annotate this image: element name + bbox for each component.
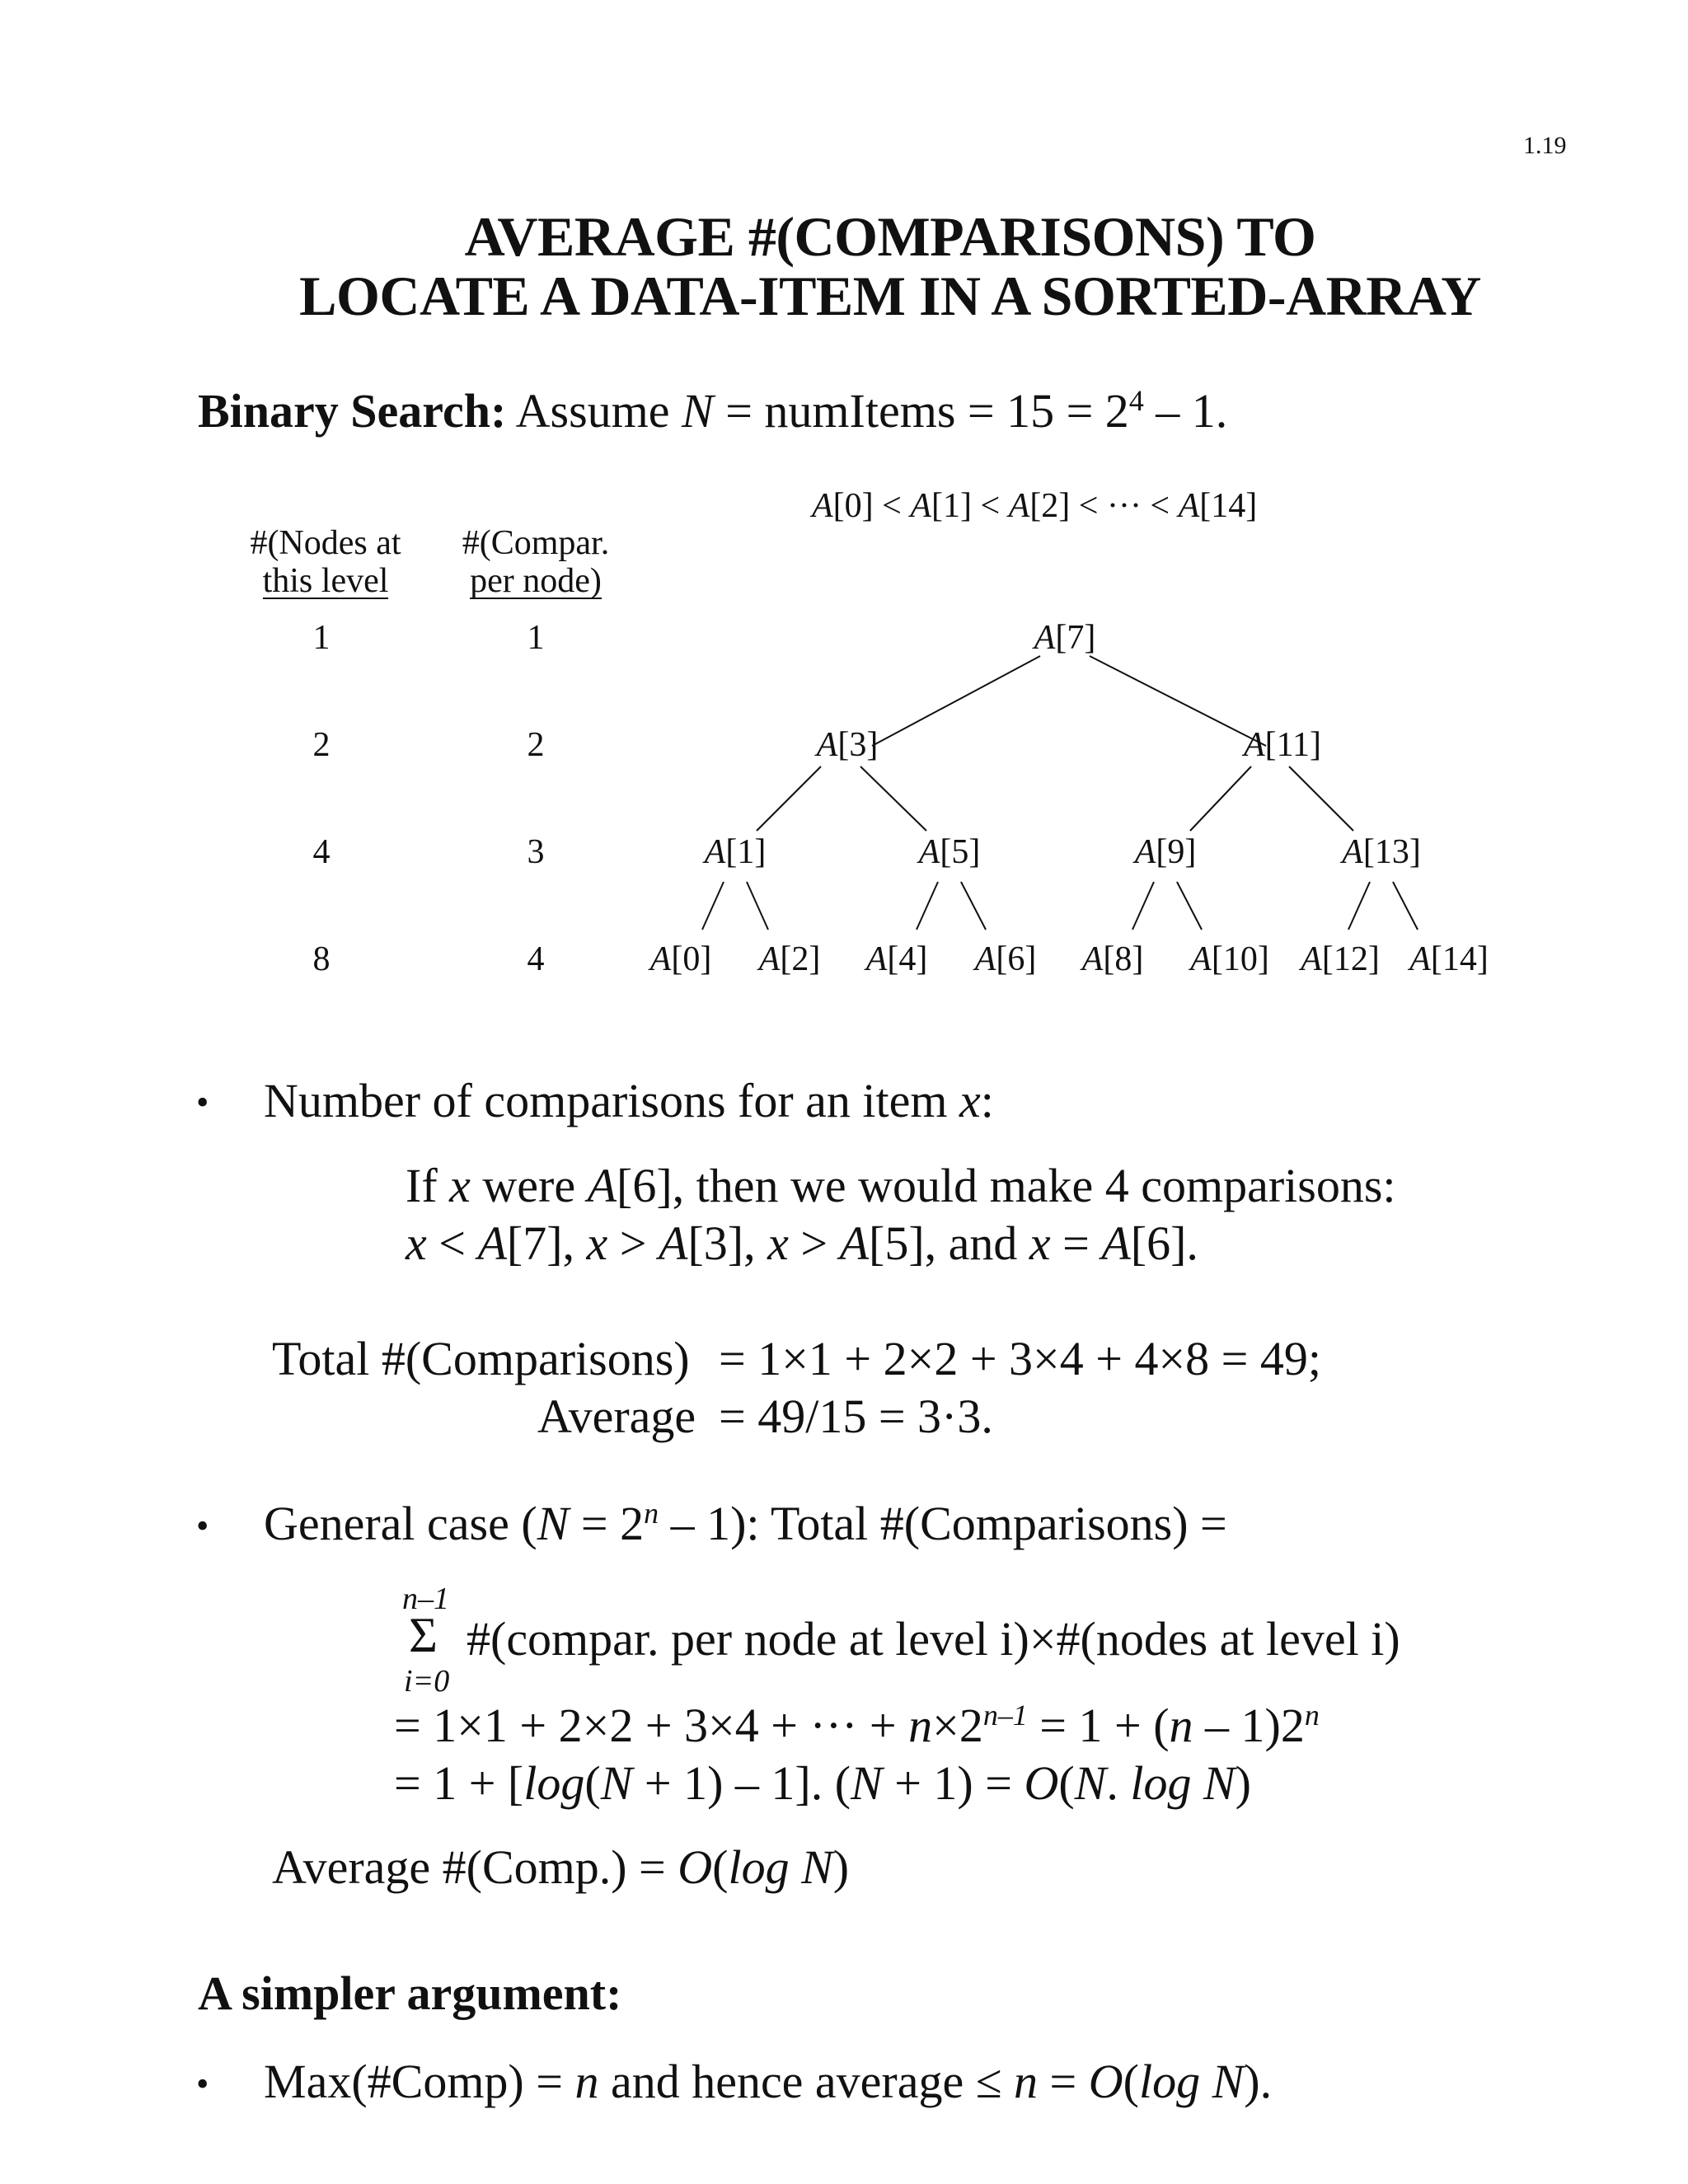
example-line-1	[406, 1158, 1396, 1213]
eq2-log1: log	[523, 1756, 585, 1810]
tree-node-letter: A	[974, 940, 996, 978]
eq1-t2: ×2	[932, 1699, 983, 1752]
tree-node-2	[759, 940, 821, 979]
eq2-n3: N	[1074, 1756, 1107, 1810]
eq2-t8: )	[1235, 1756, 1251, 1810]
avg-t3	[790, 1840, 802, 1894]
ex2-a4: A	[1101, 1216, 1131, 1270]
edge-5-6	[961, 882, 986, 930]
ex2-t7: =	[1050, 1216, 1102, 1270]
page-number: 1.19	[1523, 132, 1567, 159]
tree-node-letter: A	[1243, 726, 1265, 764]
comps-level-3: 4	[527, 940, 545, 978]
avg-o: O	[678, 1840, 713, 1894]
average-label: Average	[537, 1390, 696, 1443]
ex2-a2: A	[659, 1216, 688, 1270]
binary-search-eq: = numItems = 15 = 2	[713, 384, 1129, 438]
general-t1: General case (	[264, 1497, 537, 1550]
order-b1: [1] <	[931, 487, 1009, 525]
tree-node-7	[1034, 618, 1096, 658]
eq2-log2: log	[1130, 1756, 1192, 1810]
tree-node-8	[1082, 940, 1144, 979]
nodes-header-line1: #(Nodes at	[250, 524, 401, 562]
total-label: Total #(Comparisons)	[272, 1332, 690, 1385]
order-b3: [14]	[1199, 487, 1258, 525]
eq1-t1: = 1×1 + 2×2 + 3×4 + ··· +	[394, 1699, 909, 1752]
tree-node-letter: A	[1034, 619, 1056, 657]
sum-lower-text: i=0	[404, 1664, 450, 1699]
tree-node-12	[1301, 940, 1380, 979]
ex-were: were	[470, 1159, 588, 1212]
binary-search-tail: – 1.	[1143, 384, 1228, 438]
eq2-t7	[1191, 1756, 1203, 1810]
nodes-level-1: 2	[312, 726, 331, 764]
tree-node-index: [3]	[837, 726, 879, 764]
eq2-t6: .	[1106, 1756, 1131, 1810]
assume-text: Assume	[515, 384, 670, 438]
eq2-n1: N	[600, 1756, 633, 1810]
edge-1-2	[747, 882, 768, 930]
eq2-o: O	[1024, 1756, 1059, 1810]
tree-node-index: [1]	[725, 833, 767, 871]
n-var: N	[682, 384, 714, 438]
ex2-t6: [5], and	[869, 1216, 1029, 1270]
compar-header-line1: #(Compar.	[462, 524, 610, 562]
tree-node-index: [9]	[1156, 833, 1197, 871]
nodes-level-2: 4	[312, 833, 331, 871]
tree-node-letter: A	[1134, 833, 1156, 871]
ex2-x4: x	[1029, 1216, 1051, 1270]
order-a0: A	[812, 487, 833, 525]
simp-o: O	[1088, 2055, 1123, 2108]
bullet-3: •	[196, 2064, 209, 2104]
bullet-2: •	[196, 1506, 209, 1546]
tree-node-index: [0]	[671, 940, 712, 978]
eq1-exp1: n–1	[982, 1699, 1028, 1732]
order-b0: [0] <	[832, 487, 911, 525]
eq2-t3: + 1) – 1]. (	[632, 1756, 851, 1810]
tree-node-letter: A	[1409, 940, 1431, 978]
general-n: N	[537, 1497, 570, 1550]
simp-t1: Max(#Comp) =	[264, 2055, 575, 2108]
simp-t3: =	[1038, 2055, 1089, 2108]
equation-line-1	[394, 1698, 1320, 1753]
tree-node-6	[975, 940, 1037, 979]
comps-level-2: 3	[527, 833, 545, 871]
tree-node-letter: A	[816, 726, 838, 764]
general-t2: = 2	[569, 1497, 645, 1550]
ex2-x3: x	[767, 1216, 789, 1270]
ex-a: A	[587, 1159, 617, 1212]
eq1-exp2: n	[1304, 1699, 1320, 1732]
binary-search-label: Binary Search:	[198, 384, 507, 438]
simp-n2: n	[1014, 2055, 1039, 2108]
edge-11-9	[1190, 766, 1251, 831]
tree-node-9	[1135, 832, 1197, 872]
ex2-x1: x	[406, 1216, 427, 1270]
tree-node-index: [7]	[1055, 619, 1096, 657]
ex2-t3: >	[607, 1216, 659, 1270]
edge-7-3	[872, 656, 1040, 746]
tree-node-letter: A	[1081, 940, 1104, 978]
simp-n1: n	[574, 2055, 599, 2108]
bullet-1-main: Number of comparisons for an item	[264, 1074, 960, 1127]
tree-node-0	[650, 940, 712, 979]
edge-9-10	[1177, 882, 1202, 930]
eq2-t2: (	[584, 1756, 601, 1810]
comps-level-1: 2	[527, 726, 545, 764]
ex2-a3: A	[839, 1216, 869, 1270]
ex2-t4: [3],	[687, 1216, 768, 1270]
simp-t4: (	[1123, 2055, 1139, 2108]
tree-node-letter: A	[704, 833, 726, 871]
tree-node-3	[817, 725, 879, 765]
tree-node-5	[919, 832, 981, 872]
eq2-t1: = 1 + [	[394, 1756, 524, 1810]
nodes-header-line2: this level	[262, 562, 389, 600]
tree-node-1	[705, 832, 767, 872]
bullet-1-colon: :	[980, 1074, 994, 1127]
sum-expression: #(compar. per node at level i)×#(nodes at level i)	[467, 1612, 1400, 1666]
tree-node-index: [12]	[1321, 940, 1380, 978]
eq1-n1: n	[908, 1699, 933, 1752]
general-case-line	[264, 1496, 1227, 1551]
general-exp: n	[644, 1497, 659, 1530]
order-a3: A	[1178, 487, 1200, 525]
title-line-2: LOCATE A DATA-ITEM IN A SORTED-ARRAY	[299, 265, 1481, 327]
ex2-a1: A	[477, 1216, 507, 1270]
tree-node-10	[1190, 940, 1269, 979]
bullet-1-x: x	[959, 1074, 981, 1127]
bullet-1: •	[196, 1082, 209, 1122]
tree-node-index: [14]	[1430, 940, 1489, 978]
tree-node-letter: A	[758, 940, 781, 978]
general-t3: – 1): Total #(Comparisons) =	[659, 1497, 1227, 1550]
avg-t4: )	[832, 1840, 850, 1894]
simp-t6: ).	[1244, 2055, 1273, 2108]
avg-t2: (	[712, 1840, 729, 1894]
sigma-symbol: Σ	[409, 1608, 438, 1662]
ex-x: x	[449, 1159, 471, 1212]
tree-node-index: [13]	[1362, 833, 1421, 871]
tree-node-index: [4]	[887, 940, 928, 978]
edge-7-11	[1090, 656, 1266, 746]
nodes-level-0: 1	[312, 619, 331, 657]
binary-search-exp: 4	[1128, 384, 1144, 418]
eq1-t3: = 1 + (	[1027, 1699, 1170, 1752]
ex-if: If	[406, 1159, 450, 1212]
tree-node-letter: A	[1190, 940, 1212, 978]
edge-13-12	[1348, 882, 1370, 930]
tree-node-11	[1244, 725, 1321, 765]
bullet-1-text	[264, 1073, 994, 1128]
example-line-2	[406, 1216, 1198, 1271]
simpler-argument-heading: A simpler argument:	[198, 1966, 622, 2020]
eq1-t4: – 1)2	[1193, 1699, 1305, 1752]
edge-3-1	[757, 766, 821, 831]
eq2-n2: N	[851, 1756, 883, 1810]
tree-node-letter: A	[918, 833, 940, 871]
title-line-1: AVERAGE #(COMPARISONS) TO	[464, 205, 1316, 268]
order-a2: A	[1008, 487, 1030, 525]
tree-node-index: [8]	[1103, 940, 1144, 978]
total-value: = 1×1 + 2×2 + 3×4 + 4×8 = 49;	[719, 1332, 1322, 1385]
sum-lower	[404, 1663, 449, 1699]
tree-node-letter: A	[649, 940, 672, 978]
tree-node-index: [10]	[1211, 940, 1269, 978]
ex-rest: [6], then we would make 4 comparisons:	[617, 1159, 1396, 1212]
ex2-t1: <	[426, 1216, 478, 1270]
equation-line-2	[394, 1755, 1251, 1811]
ex2-t5: >	[788, 1216, 840, 1270]
average-value: = 49/15 = 3·3.	[719, 1390, 993, 1443]
nodes-level-3: 8	[312, 940, 331, 978]
ex2-t8: [6].	[1130, 1216, 1198, 1270]
tree-node-14	[1409, 940, 1489, 979]
compar-header-line2: per node)	[470, 562, 602, 600]
edge-3-5	[860, 766, 926, 831]
simp-t2: and hence average ≤	[598, 2055, 1015, 2108]
tree-node-letter: A	[865, 940, 888, 978]
avg-t1: Average #(Comp.) =	[272, 1840, 678, 1894]
edge-1-0	[702, 882, 724, 930]
comps-level-0: 1	[527, 619, 545, 657]
tree-node-index: [6]	[996, 940, 1037, 978]
tree-node-index: [5]	[940, 833, 981, 871]
eq2-t4: + 1) =	[882, 1756, 1025, 1810]
simp-log: log	[1138, 2055, 1201, 2108]
eq2-t5: (	[1058, 1756, 1075, 1810]
tree-node-4	[866, 940, 928, 979]
tree-node-letter: A	[1301, 940, 1322, 978]
avg-log: log	[728, 1840, 790, 1894]
edge-5-4	[917, 882, 938, 930]
simp-n: N	[1212, 2055, 1245, 2108]
tree-node-index: [2]	[780, 940, 821, 978]
order-b2: [2] < ··· <	[1029, 487, 1179, 525]
sum-upper-text: n–1	[402, 1582, 449, 1616]
edge-9-8	[1132, 882, 1154, 930]
tree-node-13	[1342, 832, 1421, 872]
edge-11-13	[1289, 766, 1353, 831]
average-comp-line	[272, 1840, 849, 1895]
ex2-t2: [7],	[506, 1216, 587, 1270]
simp-t5	[1200, 2055, 1212, 2108]
simpler-argument-line	[264, 2054, 1272, 2109]
edge-13-14	[1393, 882, 1418, 930]
tree-node-letter: A	[1342, 833, 1363, 871]
eq2-n4: N	[1203, 1756, 1236, 1810]
avg-n: N	[801, 1840, 833, 1894]
tree-node-index: [11]	[1264, 726, 1322, 764]
ex2-x2: x	[586, 1216, 608, 1270]
order-a1: A	[910, 487, 931, 525]
eq1-n2: n	[1169, 1699, 1193, 1752]
